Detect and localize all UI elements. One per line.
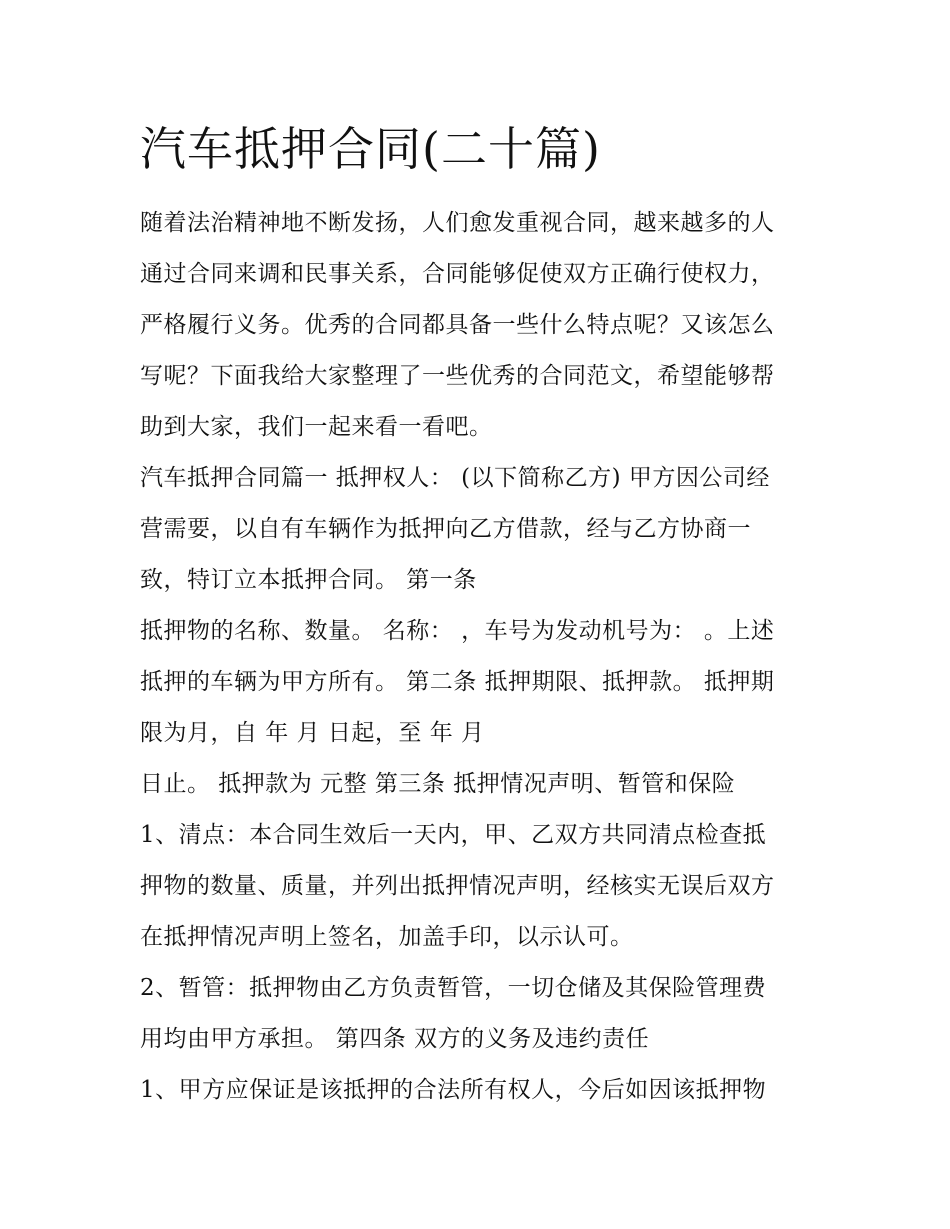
document-content [140, 118, 820, 1116]
body-line: 抵押的车辆为甲方所有。 第二条 抵押期限、抵押款。 抵押期 [140, 669, 775, 695]
body-line: 营需要，以自有车辆作为抵押向乙方借款，经与乙方协商一 [140, 516, 751, 542]
body-line: 严格履行义务。优秀的合同都具备一些什么特点呢？又该怎么 [140, 312, 775, 338]
body-line: 1、清点：本合同生效后一天内，甲、乙双方共同清点检查抵 [140, 822, 767, 848]
body-line: 写呢？下面我给大家整理了一些优秀的合同范文，希望能够帮 [140, 363, 775, 389]
body-line: 2、暂管：抵押物由乙方负责暂管，一切仓储及其保险管理费 [140, 975, 767, 1001]
body-line: 通过合同来调和民事关系，合同能够促使双方正确行使权力， [140, 261, 775, 287]
body-line: 致，特订立本抵押合同。 第一条 [140, 567, 477, 593]
body-line: 在抵押情况声明上签名，加盖手印，以示认可。 [140, 924, 634, 950]
body-line: 日止。 抵押款为 元整 第三条 抵押情况声明、暂管和保险 [140, 771, 736, 797]
body-line: 限为月，自 年 月 日起，至 年 月 [140, 720, 485, 746]
body-line: 押物的数量、质量，并列出抵押情况声明，经核实无误后双方 [140, 873, 775, 899]
body-line: 随着法治精神地不断发扬，人们愈发重视合同，越来越多的人 [140, 210, 775, 236]
body-line: 用均由甲方承担。 第四条 双方的义务及违约责任 [140, 1026, 650, 1052]
body-line: 抵押物的名称、数量。 名称： ，车号为发动机号为： 。上述 [140, 618, 775, 644]
document-title: 汽车抵押合同(二十篇) [140, 122, 601, 176]
body-line: 助到大家，我们一起来看一看吧。 [140, 414, 493, 440]
body-line: 1、甲方应保证是该抵押的合法所有权人，今后如因该抵押物 [140, 1077, 767, 1103]
body-line: 汽车抵押合同篇一 抵押权人： (以下简称乙方) 甲方因公司经 [140, 465, 770, 491]
